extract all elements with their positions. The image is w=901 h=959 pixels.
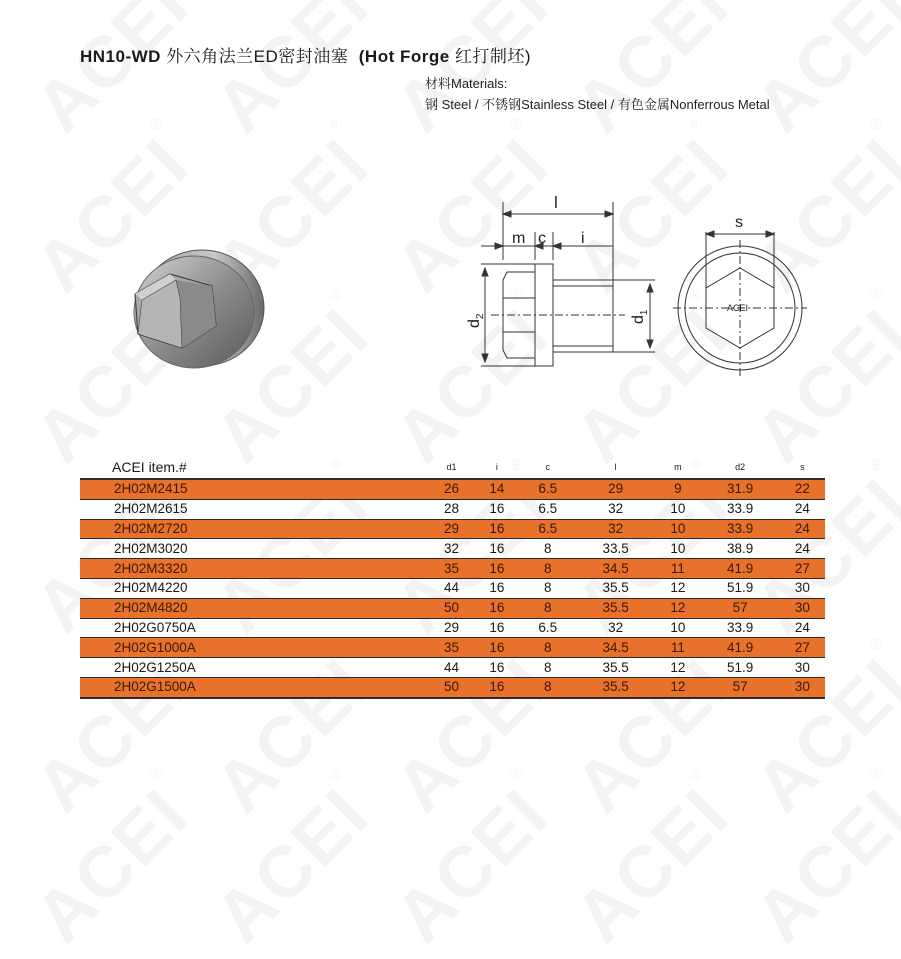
- svg-text:d2: [466, 313, 486, 328]
- col-header-c: c: [545, 462, 550, 472]
- cell-d1: 35: [429, 638, 474, 658]
- acei-logo: ACEI: [727, 303, 749, 313]
- cell-d1: 35: [429, 559, 474, 579]
- cell-s: 30: [794, 659, 810, 675]
- cell-item: 2H02M2415: [80, 479, 429, 499]
- cell-l: 35.5: [576, 598, 655, 618]
- table-row: [80, 638, 825, 658]
- cell-d1: 29: [429, 519, 474, 539]
- cell-l: 34.5: [576, 559, 655, 579]
- dim-d2-label: d: [466, 319, 483, 328]
- cell-item: 2H02M2615: [114, 501, 188, 517]
- cell-item: 2H02M2720: [80, 519, 429, 539]
- cell-d2: 51.9: [726, 580, 754, 596]
- cell-s: 27: [780, 559, 825, 579]
- cell-item: 2H02M4220: [114, 580, 188, 596]
- dim-d1-label: d: [630, 315, 647, 324]
- watermark: [199, 0, 394, 149]
- cell-c: 6.5: [538, 501, 558, 517]
- cell-l: 35.5: [602, 580, 629, 596]
- svg-text:d1: [630, 309, 650, 324]
- col-header-m: m: [674, 462, 682, 472]
- spec-table: [80, 456, 825, 699]
- table-row: [80, 479, 825, 499]
- cell-m: 10: [655, 519, 700, 539]
- cell-c: 8: [519, 559, 576, 579]
- cell-i: 16: [489, 540, 505, 556]
- col-header-item: ACEI item.#: [112, 459, 187, 475]
- cell-l: 34.5: [576, 638, 655, 658]
- cell-l: 29: [576, 479, 655, 499]
- table-row: [80, 578, 825, 598]
- cell-d1: 29: [444, 619, 460, 635]
- cell-i: 16: [489, 580, 505, 596]
- cell-d2: 57: [701, 677, 780, 697]
- cell-d1: 32: [444, 540, 460, 556]
- product-name-zh: 外六角法兰ED密封油塞: [166, 47, 349, 66]
- dim-l-label: l: [554, 193, 558, 212]
- cell-c: 6.5: [538, 619, 558, 635]
- cell-l: 32: [576, 519, 655, 539]
- cell-m: 12: [655, 677, 700, 697]
- cell-s: 22: [780, 479, 825, 499]
- forge-label: (Hot Forge: [358, 47, 450, 66]
- cell-l: 35.5: [576, 677, 655, 697]
- cell-d1: 50: [429, 598, 474, 618]
- table-row: [80, 519, 825, 539]
- cell-s: 24: [794, 501, 810, 517]
- cell-m: 11: [655, 559, 700, 579]
- table-header-row: [80, 456, 825, 479]
- cell-i: 16: [489, 619, 505, 635]
- table-row: [80, 598, 825, 618]
- dim-c-label: c: [538, 230, 546, 247]
- table-row: [80, 658, 825, 678]
- cell-c: 6.5: [519, 479, 576, 499]
- table-row: [80, 677, 825, 697]
- cell-m: 12: [670, 659, 686, 675]
- cell-i: 14: [474, 479, 519, 499]
- watermark: [19, 0, 214, 149]
- cell-i: 16: [474, 677, 519, 697]
- table-row: [80, 559, 825, 579]
- dim-s-label: s: [735, 214, 743, 231]
- cell-d1: 50: [429, 677, 474, 697]
- cell-l: 32: [608, 619, 624, 635]
- cell-d2: 33.9: [726, 501, 754, 517]
- cell-c: 6.5: [519, 519, 576, 539]
- table-row: [80, 618, 825, 638]
- cell-c: 8: [519, 638, 576, 658]
- cell-item: 2H02M3020: [114, 540, 188, 556]
- cell-m: 10: [670, 619, 686, 635]
- table-row: [80, 499, 825, 519]
- dim-i-label: i: [581, 230, 585, 247]
- cell-i: 16: [474, 638, 519, 658]
- cell-d2: 31.9: [701, 479, 780, 499]
- cell-item: 2H02G1250A: [114, 659, 196, 675]
- cell-l: 33.5: [602, 540, 629, 556]
- cell-d2: 38.9: [726, 540, 754, 556]
- page-title: [80, 42, 531, 67]
- cell-d2: 51.9: [726, 659, 754, 675]
- col-header-l: l: [614, 462, 617, 472]
- cell-i: 16: [474, 559, 519, 579]
- cell-d2: 33.9: [701, 519, 780, 539]
- cell-s: 24: [794, 540, 810, 556]
- cell-m: 9: [655, 479, 700, 499]
- cell-m: 12: [670, 580, 686, 596]
- cell-item: 2H02G1000A: [80, 638, 429, 658]
- cell-i: 16: [474, 598, 519, 618]
- cell-c: 8: [519, 677, 576, 697]
- cell-c: 8: [544, 659, 552, 675]
- cell-m: 12: [655, 598, 700, 618]
- cell-d1: 44: [444, 659, 460, 675]
- dim-m-label: m: [512, 230, 526, 247]
- cell-i: 16: [489, 659, 505, 675]
- materials-text: 钢 Steel / 不锈钢Stainless Steel / 有色金属Nonferrous Metal: [425, 97, 770, 112]
- cell-item: 2H02G0750A: [114, 619, 196, 635]
- col-header-i: i: [495, 462, 498, 472]
- cell-d1: 28: [444, 501, 460, 517]
- table-row: [80, 539, 825, 559]
- materials-block: [425, 73, 770, 115]
- cell-m: 10: [670, 540, 686, 556]
- cell-c: 8: [544, 540, 552, 556]
- dim-d2-subscript: 2: [475, 313, 486, 320]
- cell-s: 30: [780, 677, 825, 697]
- dim-d1-subscript: 1: [639, 309, 650, 316]
- col-header-d1: d1: [446, 462, 457, 472]
- cell-i: 16: [474, 519, 519, 539]
- cell-s: 30: [780, 598, 825, 618]
- product-code: HN10-WD: [80, 47, 161, 66]
- cell-m: 11: [655, 638, 700, 658]
- cell-l: 35.5: [602, 659, 629, 675]
- cell-s: 30: [794, 580, 810, 596]
- cell-i: 16: [489, 501, 505, 517]
- cell-d1: 26: [429, 479, 474, 499]
- technical-drawing: [455, 190, 825, 390]
- cell-item: 2H02G1500A: [80, 677, 429, 697]
- cell-d2: 41.9: [701, 638, 780, 658]
- cell-s: 27: [780, 638, 825, 658]
- cell-item: 2H02M4820: [80, 598, 429, 618]
- forge-label-zh: 红打制坯): [454, 47, 532, 66]
- cell-m: 10: [670, 501, 686, 517]
- product-photo: [120, 238, 270, 378]
- cell-l: 32: [608, 501, 624, 517]
- cell-c: 8: [544, 580, 552, 596]
- cell-c: 8: [519, 598, 576, 618]
- cell-item: 2H02M3320: [80, 559, 429, 579]
- cell-d2: 33.9: [726, 619, 754, 635]
- cell-d2: 41.9: [701, 559, 780, 579]
- cell-d1: 44: [444, 580, 460, 596]
- col-header-d2: d2: [735, 462, 746, 472]
- materials-label: 材料Materials:: [425, 76, 508, 91]
- col-header-s: s: [800, 462, 805, 472]
- cell-s: 24: [794, 619, 810, 635]
- cell-s: 24: [780, 519, 825, 539]
- cell-d2: 57: [701, 598, 780, 618]
